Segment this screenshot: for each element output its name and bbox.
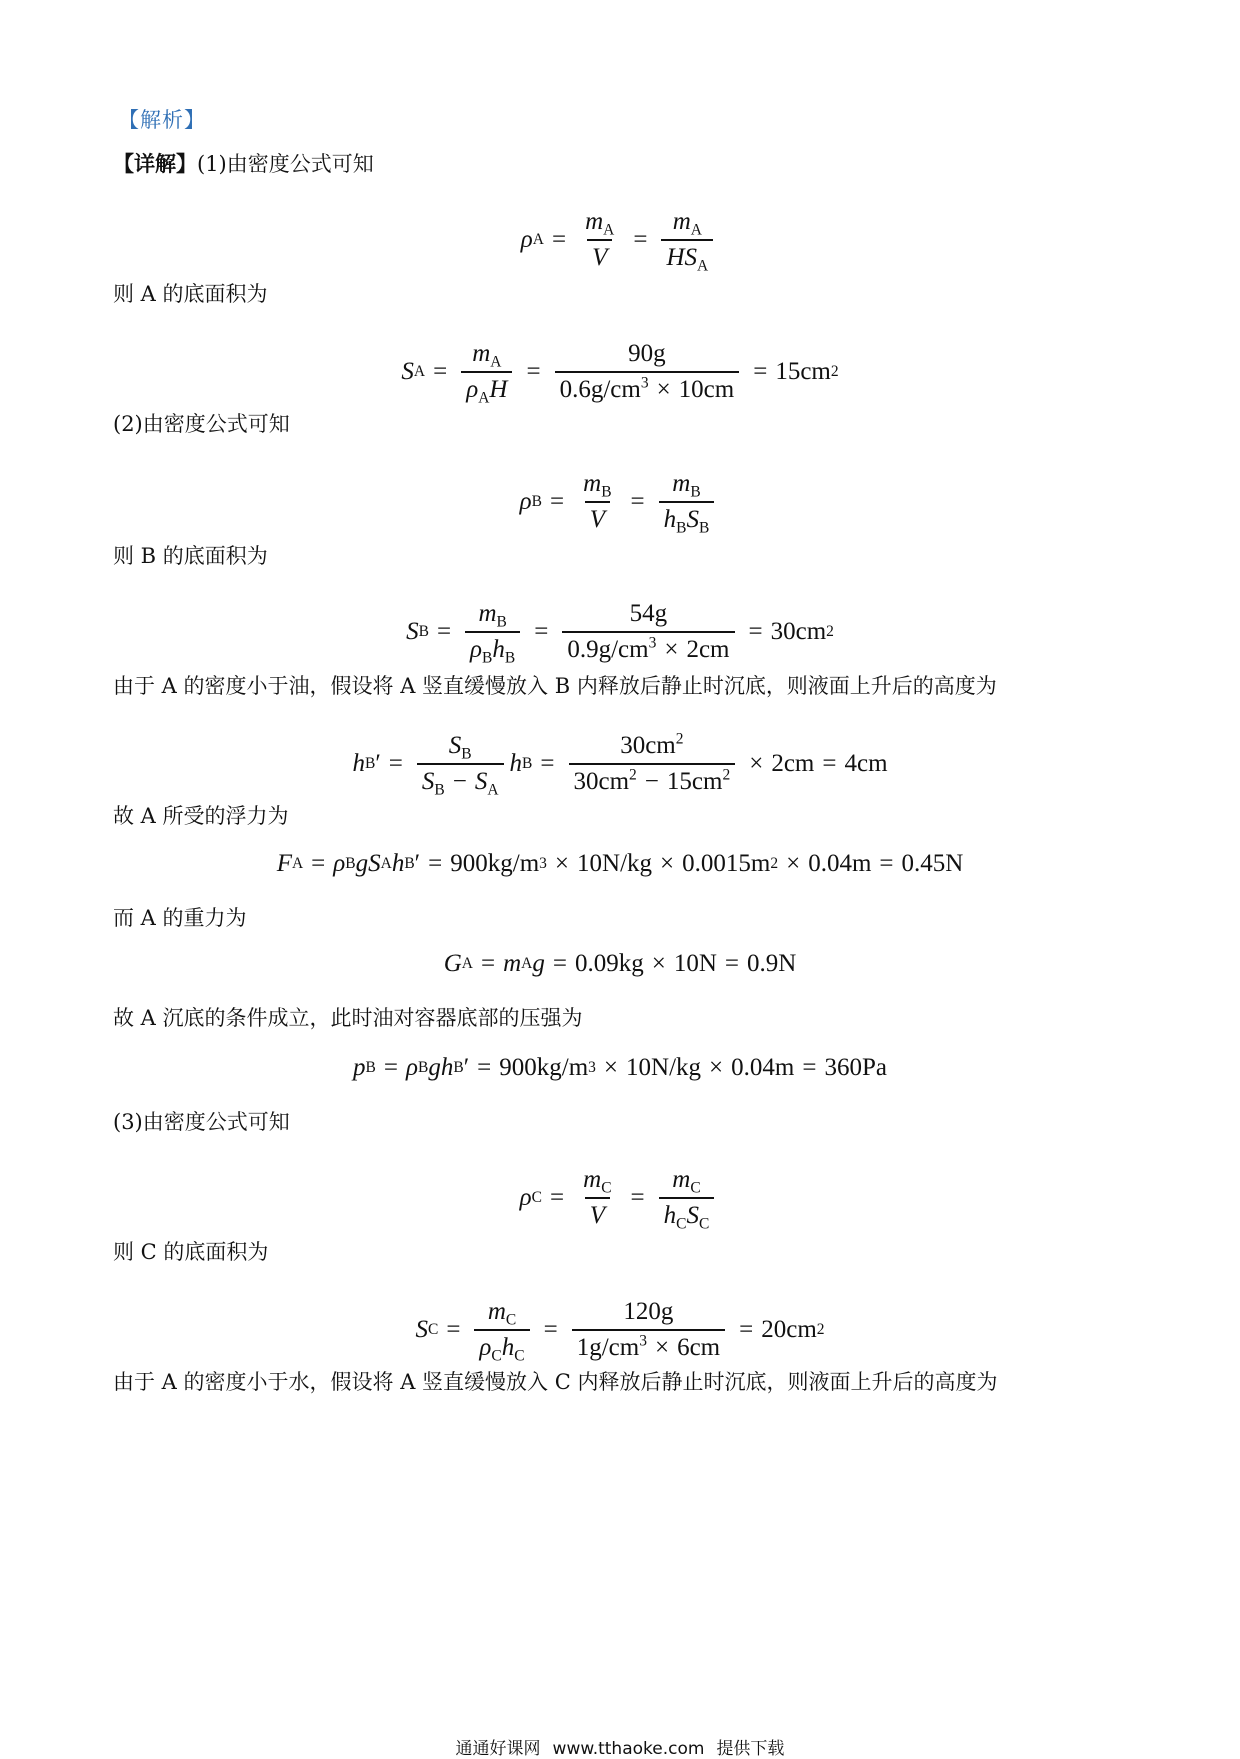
footer-url[interactable]: www.tthaoke.com: [552, 1739, 705, 1759]
equation-weight-a: G A = m A g = 0.09kg × 10N = 0.9N: [443, 950, 797, 977]
equation-buoyancy-a: F A = ρ B g S A h B ′ = 900kg/m 3 × 10N/kg × 0.0015m 2 × 0.04m = 0.45N: [276, 850, 964, 877]
equation-density-c: ρ C = $\frac{m_C}{V}$ = $\frac{m_C}{h_CS_C}$: [0, 1166, 1240, 1229]
equation-density-a: ρ A = $\frac{m_A}{V}$ = $\frac{m_A}{HS_A}$: [0, 208, 1240, 271]
text-line-1: [113, 148, 374, 178]
text-line-8: 故 A 沉底的条件成立，此时油对容器底部的压强为: [113, 1006, 583, 1030]
section-heading: 【解析】: [118, 108, 206, 132]
text-line-1-rest: (1)由密度公式可知: [197, 152, 374, 176]
equation-area-c: S C = $\frac{m_C}{\rho_Ch_C}$ = $\frac{120g}{1g/cm^3 \times 6cm}$ = 20cm 2: [415, 1298, 825, 1364]
text-line-4: 则 B 的底面积为: [113, 544, 268, 568]
equation-density-b: ρ B = $\frac{m_B}{V}$ = $\frac{m_B}{h_BS_B}$: [0, 470, 1240, 533]
text-line-7: 而 A 的重力为: [113, 906, 247, 930]
equation-area-a: S A = $\frac{m_A}{\rho_AH}$ = $\frac{90g}{0.6g/cm^3 \times 10cm}$ = 15cm 2: [401, 340, 839, 406]
footer-tagline: 提供下载: [716, 1739, 785, 1759]
text-line-10: 则 C 的底面积为: [113, 1240, 269, 1264]
equation-height-b: h B ′ = $\frac{S_B}{S_B - S_A}$ h B = $\frac{30cm^2}{30cm^2 - 15cm^2}$ × 2cm = 4cm: [352, 730, 888, 798]
detail-label: 【详解】: [113, 151, 197, 176]
footer-site-name: 通通好课网: [455, 1739, 541, 1759]
text-line-11: 由于 A 的密度小于水，假设将 A 竖直缓慢放入 C 内释放后静止时沉底，则液面上升后的高度为: [113, 1370, 998, 1394]
footer-watermark: [0, 1734, 1240, 1759]
text-line-2: 则 A 的底面积为: [113, 282, 268, 306]
equation-area-b: S B = $\frac{m_B}{\rho_Bh_B}$ = $\frac{54g}{0.9g/cm^3 \times 2cm}$ = 30cm 2: [406, 600, 834, 666]
text-line-5: 由于 A 的密度小于油，假设将 A 竖直缓慢放入 B 内释放后静止时沉底，则液面上升后的高度为: [113, 674, 997, 698]
equation-pressure-b: p B = ρ B g h B ′ = 900kg/m 3 × 10N/kg × 0.04m = 360Pa: [353, 1054, 887, 1081]
text-line-3: (2)由密度公式可知: [113, 412, 290, 436]
text-line-9: (3)由密度公式可知: [113, 1110, 290, 1134]
text-line-6: 故 A 所受的浮力为: [113, 804, 289, 828]
